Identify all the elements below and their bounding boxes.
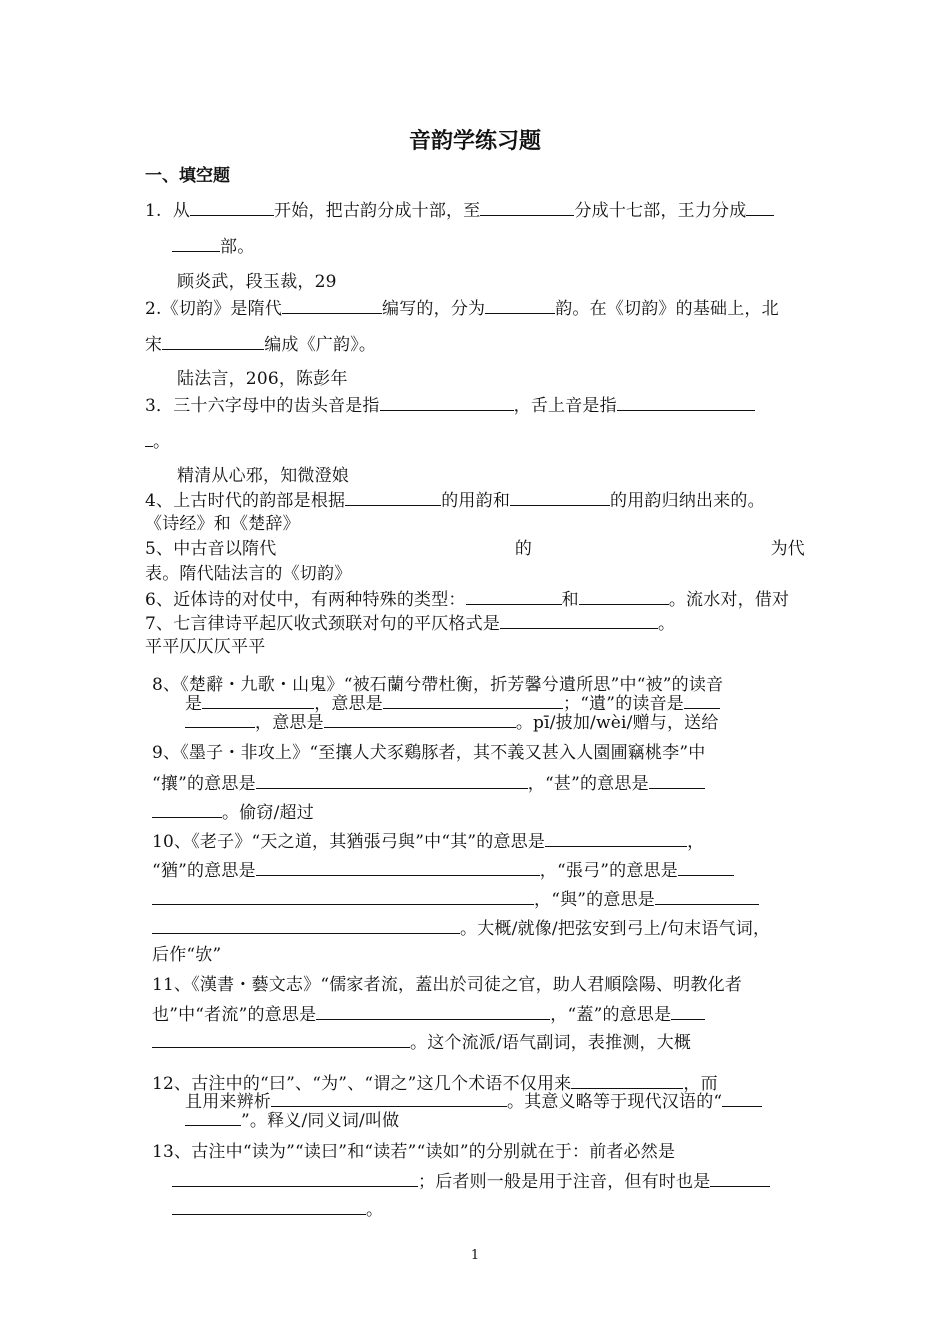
answer-1: 顾炎武，段玉裁，29 bbox=[177, 272, 337, 292]
question-2: 2.《切韵》是隋代 编写的，分为 韵。在《切韵》的基础上，北 bbox=[145, 299, 779, 319]
question-9-cont-2: 。偷窃/超过 bbox=[152, 802, 314, 823]
blank[interactable] bbox=[579, 589, 669, 605]
blank[interactable] bbox=[202, 693, 314, 709]
blank[interactable] bbox=[172, 1199, 366, 1215]
blank[interactable] bbox=[152, 802, 222, 818]
question-11-cont: 也”中“者流”的意思是 ，“蓋”的意思是 bbox=[152, 1004, 705, 1025]
blank[interactable] bbox=[466, 589, 562, 605]
blank[interactable] bbox=[485, 298, 555, 314]
section-heading: 一、填空题 bbox=[145, 166, 230, 186]
answer-2: 陆法言，206，陈彭年 bbox=[177, 369, 348, 389]
blank[interactable] bbox=[256, 773, 528, 789]
blank[interactable] bbox=[380, 395, 514, 411]
question-13: 13、古注中“读为”“读曰”和“读若”“读如”的分别就在于：前者必然是 bbox=[152, 1142, 676, 1162]
question-5: 5、中古音以隋代 的 为代 bbox=[145, 539, 805, 559]
blank[interactable] bbox=[190, 200, 274, 216]
page-number: 1 bbox=[470, 1248, 480, 1263]
answer-3: 精清从心邪，知微澄娘 bbox=[177, 466, 349, 486]
blank[interactable] bbox=[571, 1073, 683, 1089]
blank[interactable] bbox=[649, 773, 705, 789]
question-13-cont-2: 。 bbox=[172, 1199, 383, 1220]
blank[interactable] bbox=[617, 395, 755, 411]
blank[interactable] bbox=[510, 490, 610, 506]
blank[interactable] bbox=[671, 1004, 705, 1020]
question-12-cont: 且用来辨析 。其意义略等于现代汉语的“ bbox=[185, 1091, 762, 1112]
blank[interactable] bbox=[152, 889, 534, 905]
answer-7: 平平仄仄仄平平 bbox=[145, 637, 266, 657]
blank[interactable] bbox=[271, 1091, 507, 1107]
blank[interactable] bbox=[152, 918, 460, 934]
question-12-cont-2: ”。释义/同义词/叫做 bbox=[185, 1110, 399, 1131]
question-10-cont: “猶”的意思是 ，“張弓”的意思是 bbox=[152, 860, 734, 881]
blank[interactable] bbox=[172, 1171, 418, 1187]
question-1: 1. 从 开始，把古韵分成十部，至 分成十七部，王力分成 bbox=[145, 200, 774, 221]
blank[interactable] bbox=[185, 712, 255, 728]
question-12: 12、古注中的“曰”、“为”、“谓之”这几个术语不仅用来 ，而 bbox=[152, 1074, 718, 1094]
blank[interactable] bbox=[655, 889, 759, 905]
blank[interactable] bbox=[145, 431, 153, 447]
question-2-cont: 宋 编成《广韵》。 bbox=[145, 335, 377, 355]
question-3-cont: 。 bbox=[145, 431, 170, 452]
question-1-cont: 部。 bbox=[172, 236, 254, 257]
question-8: 8、《楚辭・九歌・山鬼》“被石蘭兮帶杜衡，折芳馨兮遺所思”中“被”的读音 bbox=[152, 675, 724, 695]
blank[interactable] bbox=[282, 298, 382, 314]
blank[interactable] bbox=[383, 693, 563, 709]
question-5-cont: 表。隋代陆法言的《切韵》 bbox=[145, 564, 352, 584]
blank[interactable] bbox=[678, 860, 734, 876]
question-13-cont: ；后者则一般是用于注音，但有时也是 bbox=[172, 1171, 770, 1192]
question-4: 4、上古时代的韵部是根据 的用韵和 的用韵归纳出来的。 bbox=[145, 491, 765, 511]
question-3: 3．三十六字母中的齿头音是指 ，舌上音是指 bbox=[145, 395, 755, 416]
blank[interactable] bbox=[162, 334, 264, 350]
blank[interactable] bbox=[684, 693, 720, 709]
question-9: 9、《墨子・非攻上》“至攘人犬豕鷄豚者，其不義又甚入人園圃竊桃李”中 bbox=[152, 743, 706, 763]
blank[interactable] bbox=[545, 831, 687, 847]
blank[interactable] bbox=[746, 200, 774, 216]
question-8-cont-2: ，意思是 。pī/披加/wèi/赠与，送给 bbox=[185, 712, 719, 733]
answer-10-cont: 后作“欤” bbox=[152, 945, 222, 965]
question-9-cont: “攘”的意思是 ，“甚”的意思是 bbox=[152, 773, 705, 794]
question-11-cont-2: 。这个流派/语气副词，表推测，大概 bbox=[152, 1032, 691, 1053]
question-8-cont: 是 ，意思是 ；“遺”的读音是 bbox=[185, 693, 720, 714]
blank[interactable] bbox=[185, 1110, 241, 1126]
blank[interactable] bbox=[710, 1171, 770, 1187]
blank[interactable] bbox=[324, 712, 516, 728]
blank[interactable] bbox=[480, 200, 574, 216]
blank[interactable] bbox=[172, 236, 220, 252]
blank[interactable] bbox=[256, 860, 540, 876]
question-10: 10、《老子》“天之道，其猶張弓與”中“其”的意思是 ， bbox=[152, 832, 705, 852]
question-7: 7、七言律诗平起仄收式颈联对句的平仄格式是 。 bbox=[145, 614, 676, 634]
question-11: 11、《漢書・藝文志》“儒家者流，蓋出於司徒之官，助人君順陰陽、明教化者 bbox=[152, 975, 743, 995]
blank[interactable] bbox=[722, 1091, 762, 1107]
answer-4: 《诗经》和《楚辞》 bbox=[145, 514, 300, 534]
blank[interactable] bbox=[152, 1032, 410, 1048]
question-6: 6、近体诗的对仗中，有两种特殊的类型： 和 。流水对，借对 bbox=[145, 590, 790, 610]
question-10-cont-3: 。大概/就像/把弦安到弓上/句末语气词， bbox=[152, 918, 770, 939]
blank[interactable] bbox=[316, 1004, 550, 1020]
blank[interactable] bbox=[345, 490, 441, 506]
question-10-cont-2: ，“與”的意思是 bbox=[152, 889, 759, 910]
page-title: 音韵学练习题 bbox=[408, 129, 541, 154]
blank[interactable] bbox=[500, 613, 658, 629]
